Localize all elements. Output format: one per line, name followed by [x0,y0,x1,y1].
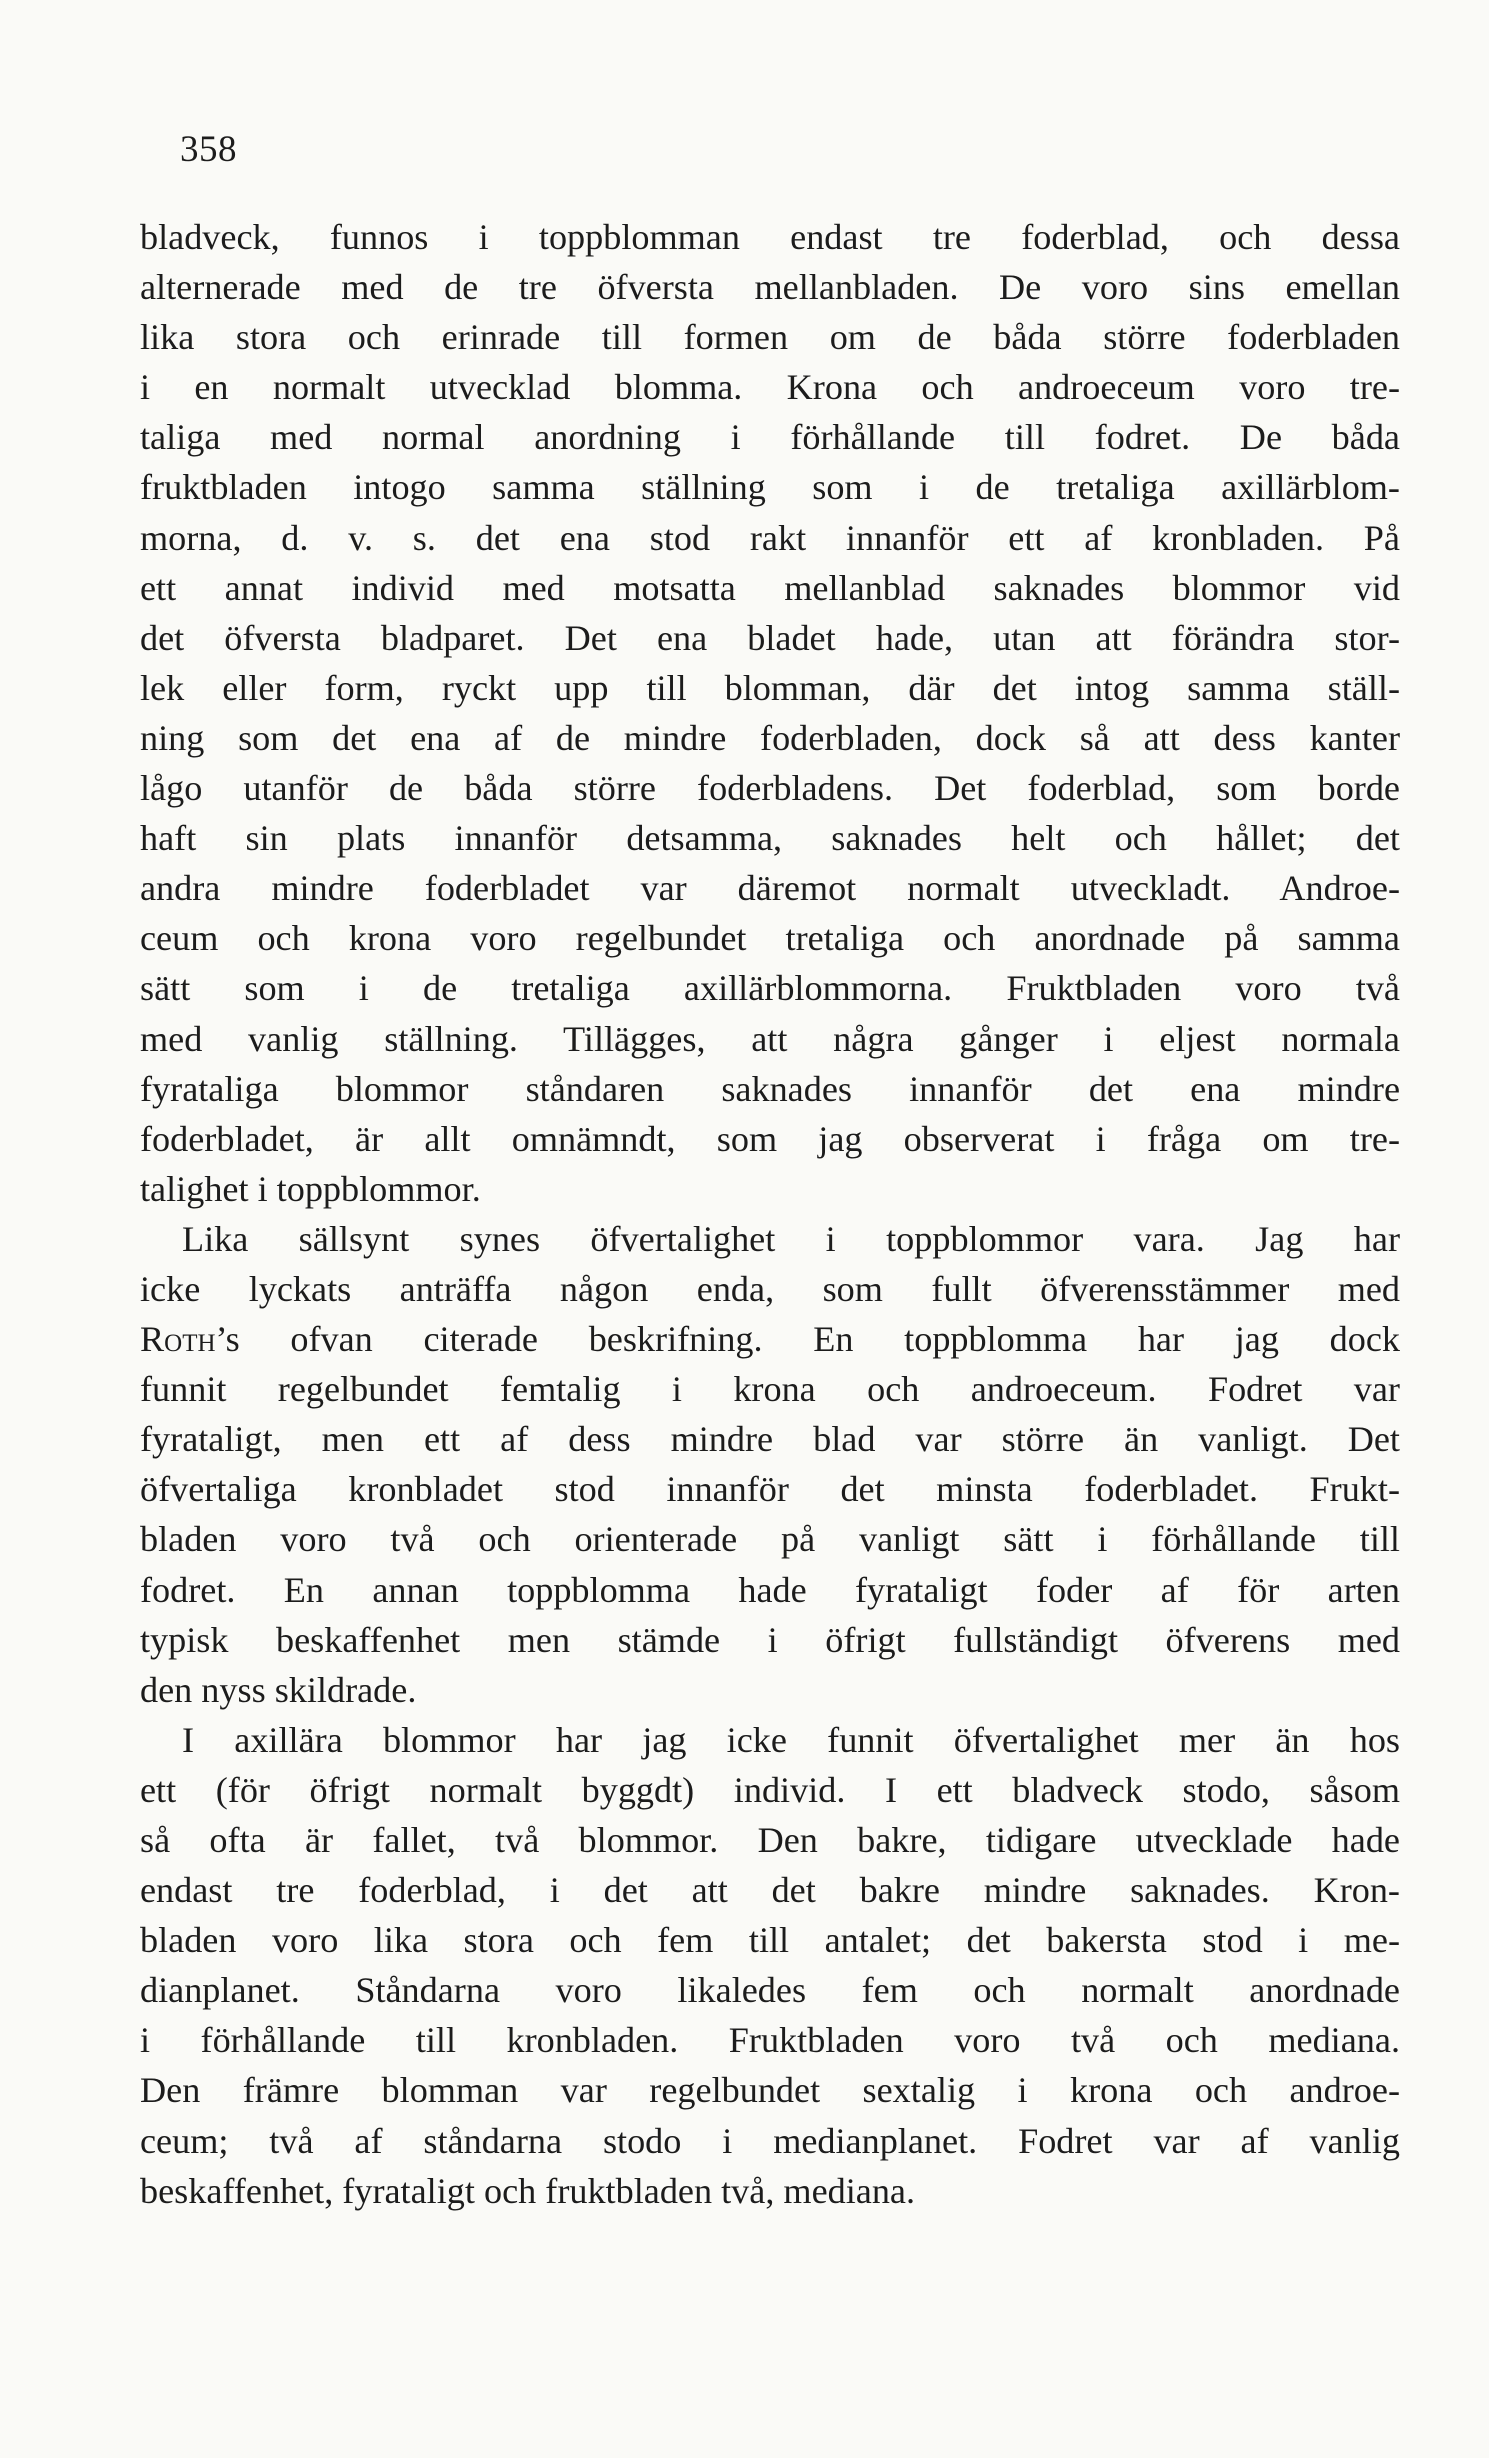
line-text: ’s ofvan citerade beskrifning. En toppblomma har jag dock [215,1319,1400,1360]
text-line: icke lyckats anträffa någon enda, som fullt öfverensstämmer med [140,1268,1400,1309]
text-line: öfvertaliga kronbladet stod innanför det minsta foderbladet. Frukt- [140,1469,1400,1510]
text-line [140,1314,1400,1364]
text-line: ett annat individ med motsatta mellanblad saknades blommor vid [140,567,1400,608]
author-name: Roth [140,1319,216,1360]
text-line: morna, d. v. s. det ena stod rakt innanför ett af kronbladen. På [140,517,1400,558]
text-line: sätt som i de tretaliga axillärblommorna. Fruktbladen voro två [140,968,1400,1009]
text-line: funnit regelbundet femtalig i krona och androeceum. Fodret var [140,1369,1400,1410]
text-line: ning som det ena af de mindre foderbladen, dock så att dess kanter [140,717,1400,758]
text-line: lågo utanför de båda större foderbladens. Det foderblad, som borde [140,768,1400,809]
text-line: fodret. En annan toppblomma hade fyrataligt foder af för arten [140,1569,1400,1610]
text-line: bladveck, funnos i toppblomman endast tre foderblad, och dessa [140,217,1400,257]
text-line: lika stora och erinrade till formen om de båda större foderbladen [140,317,1400,358]
text-line: talighet i toppblommor. [140,1168,481,1209]
text-line: alternerade med de tre öfversta mellanbladen. De voro sins emellan [140,267,1400,308]
text-line: Lika sällsynt synes öfvertalighet i toppblommor vara. Jag har [182,1218,1400,1259]
page-number: 358 [180,129,237,170]
text-line: taliga med normal anordning i förhållande till fodret. De båda [140,417,1400,458]
text-line: foderbladet, är allt omnämndt, som jag observerat i fråga om tre- [140,1118,1400,1159]
text-line: ceum och krona voro regelbundet tretaliga och anordnade på samma [140,918,1400,959]
text-line: ett (för öfrigt normalt byggdt) individ. I ett bladveck stodo, såsom [140,1769,1400,1810]
text-line: i en normalt utvecklad blomma. Krona och androeceum voro tre- [140,367,1400,408]
text-line: bladen voro två och orienterade på vanligt sätt i förhållande till [140,1519,1400,1560]
body-text [140,212,1400,2216]
text-line: med vanlig ställning. Tillägges, att några gånger i eljest normala [140,1018,1400,1059]
text-line: så ofta är fallet, två blommor. Den bakre, tidigare utvecklade hade [140,1820,1400,1860]
text-line: i förhållande till kronbladen. Fruktbladen voro två och mediana. [140,2020,1400,2061]
text-line: beskaffenhet, fyrataligt och fruktbladen två, mediana. [140,2170,916,2211]
text-line: lek eller form, ryckt upp till blomman, där det intog samma ställ- [140,667,1400,708]
text-line: andra mindre foderbladet var däremot normalt utveckladt. Androe- [140,868,1400,909]
text-line: den nyss skildrade. [140,1669,417,1710]
text-line: ceum; två af ståndarna stodo i medianplanet. Fodret var af vanlig [140,2120,1400,2161]
text-line: fyrataliga blommor ståndaren saknades innanför det ena mindre [140,1068,1400,1109]
text-line: typisk beskaffenhet men stämde i öfrigt fullständigt öfverens med [140,1619,1400,1660]
text-line: det öfversta bladparet. Det ena bladet hade, utan att förändra stor- [140,617,1400,658]
text-line: I axillära blommor har jag icke funnit öfvertalighet mer än hos [182,1719,1400,1760]
text-line: dianplanet. Ståndarna voro likaledes fem och normalt anordnade [140,1970,1400,2011]
text-line: Den främre blomman var regelbundet sextalig i krona och androe- [140,2070,1400,2111]
text-line: fyrataligt, men ett af dess mindre blad var större än vanligt. Det [140,1419,1400,1460]
text-line: bladen voro lika stora och fem till antalet; det bakersta stod i me- [140,1920,1400,1961]
text-line: endast tre foderblad, i det att det bakre mindre saknades. Kron- [140,1870,1400,1911]
text-line: haft sin plats innanför detsamma, saknades helt och hållet; det [140,818,1400,859]
text-line: fruktbladen intogo samma ställning som i de tretaliga axillärblom- [140,467,1400,508]
